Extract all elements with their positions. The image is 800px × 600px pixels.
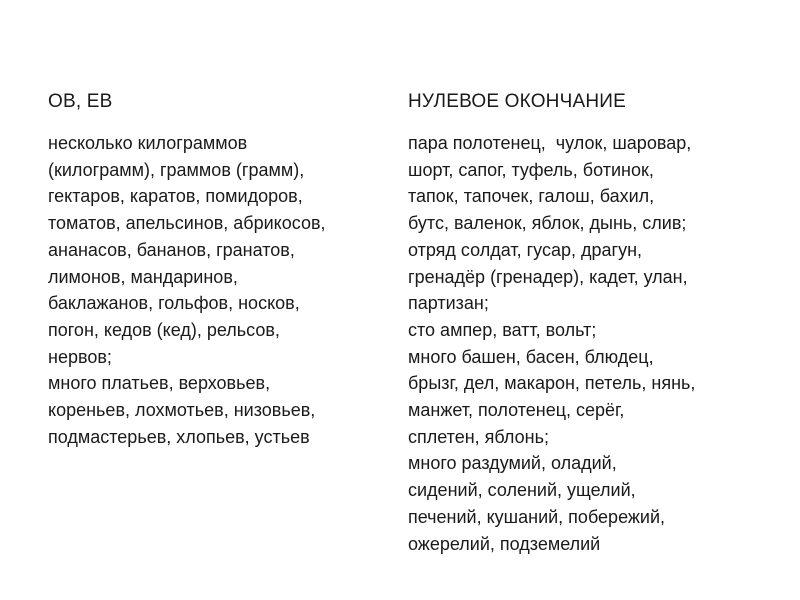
text-line: сидений, солений, ущелий, xyxy=(408,480,636,501)
text-line: подмастерьев, хлопьев, устьев xyxy=(48,426,310,447)
right-column-heading: НУЛЕВОЕ ОКОНЧАНИЕ xyxy=(408,91,626,112)
text-line: лимонов, мандаринов, xyxy=(48,266,238,287)
text-line: тапок, тапочек, галош, бахил, xyxy=(408,186,655,207)
text-line: брызг, дел, макарон, петель, нянь, xyxy=(408,373,696,394)
left-column-heading: ОВ, ЕВ xyxy=(48,91,113,112)
text-line: баклажанов, гольфов, носков, xyxy=(48,293,300,314)
text-line: ожерелий, подземелий xyxy=(408,533,601,554)
text-line: погон, кедов (кед), рельсов, xyxy=(48,319,280,340)
text-line: ананасов, бананов, гранатов, xyxy=(48,239,295,260)
text-line: печений, кушаний, побережий, xyxy=(408,506,666,527)
text-line: много башен, басен, блюдец, xyxy=(408,346,654,367)
text-line: (килограмм), граммов (грамм), xyxy=(48,159,305,180)
text-line: томатов, апельсинов, абрикосов, xyxy=(48,213,326,234)
text-line: шорт, сапог, туфель, ботинок, xyxy=(408,159,654,180)
text-line: отряд солдат, гусар, драгун, xyxy=(408,239,643,260)
text-line: несколько килограммов xyxy=(48,133,248,153)
text-line: много раздумий, оладий, xyxy=(408,453,617,474)
text-line: сплетен, яблонь; xyxy=(408,426,549,447)
text-line: пара полотенец, чулок, шаровар, xyxy=(408,133,692,153)
text-line: бутс, валенок, яблок, дынь, слив; xyxy=(408,213,687,234)
left-column xyxy=(48,90,388,450)
text-line: гектаров, каратов, помидоров, xyxy=(48,186,303,207)
text-line: партизан; xyxy=(408,293,489,314)
right-column xyxy=(408,90,788,557)
text-line: кореньев, лохмотьев, низовьев, xyxy=(48,400,316,421)
text-line: нервов; xyxy=(48,346,112,367)
text-line: сто ампер, ватт, вольт; xyxy=(408,319,597,340)
text-line: гренадёр (гренадер), кадет, улан, xyxy=(408,266,688,287)
text-line: манжет, полотенец, серёг, xyxy=(408,400,625,421)
text-line: много платьев, верховьев, xyxy=(48,373,271,394)
